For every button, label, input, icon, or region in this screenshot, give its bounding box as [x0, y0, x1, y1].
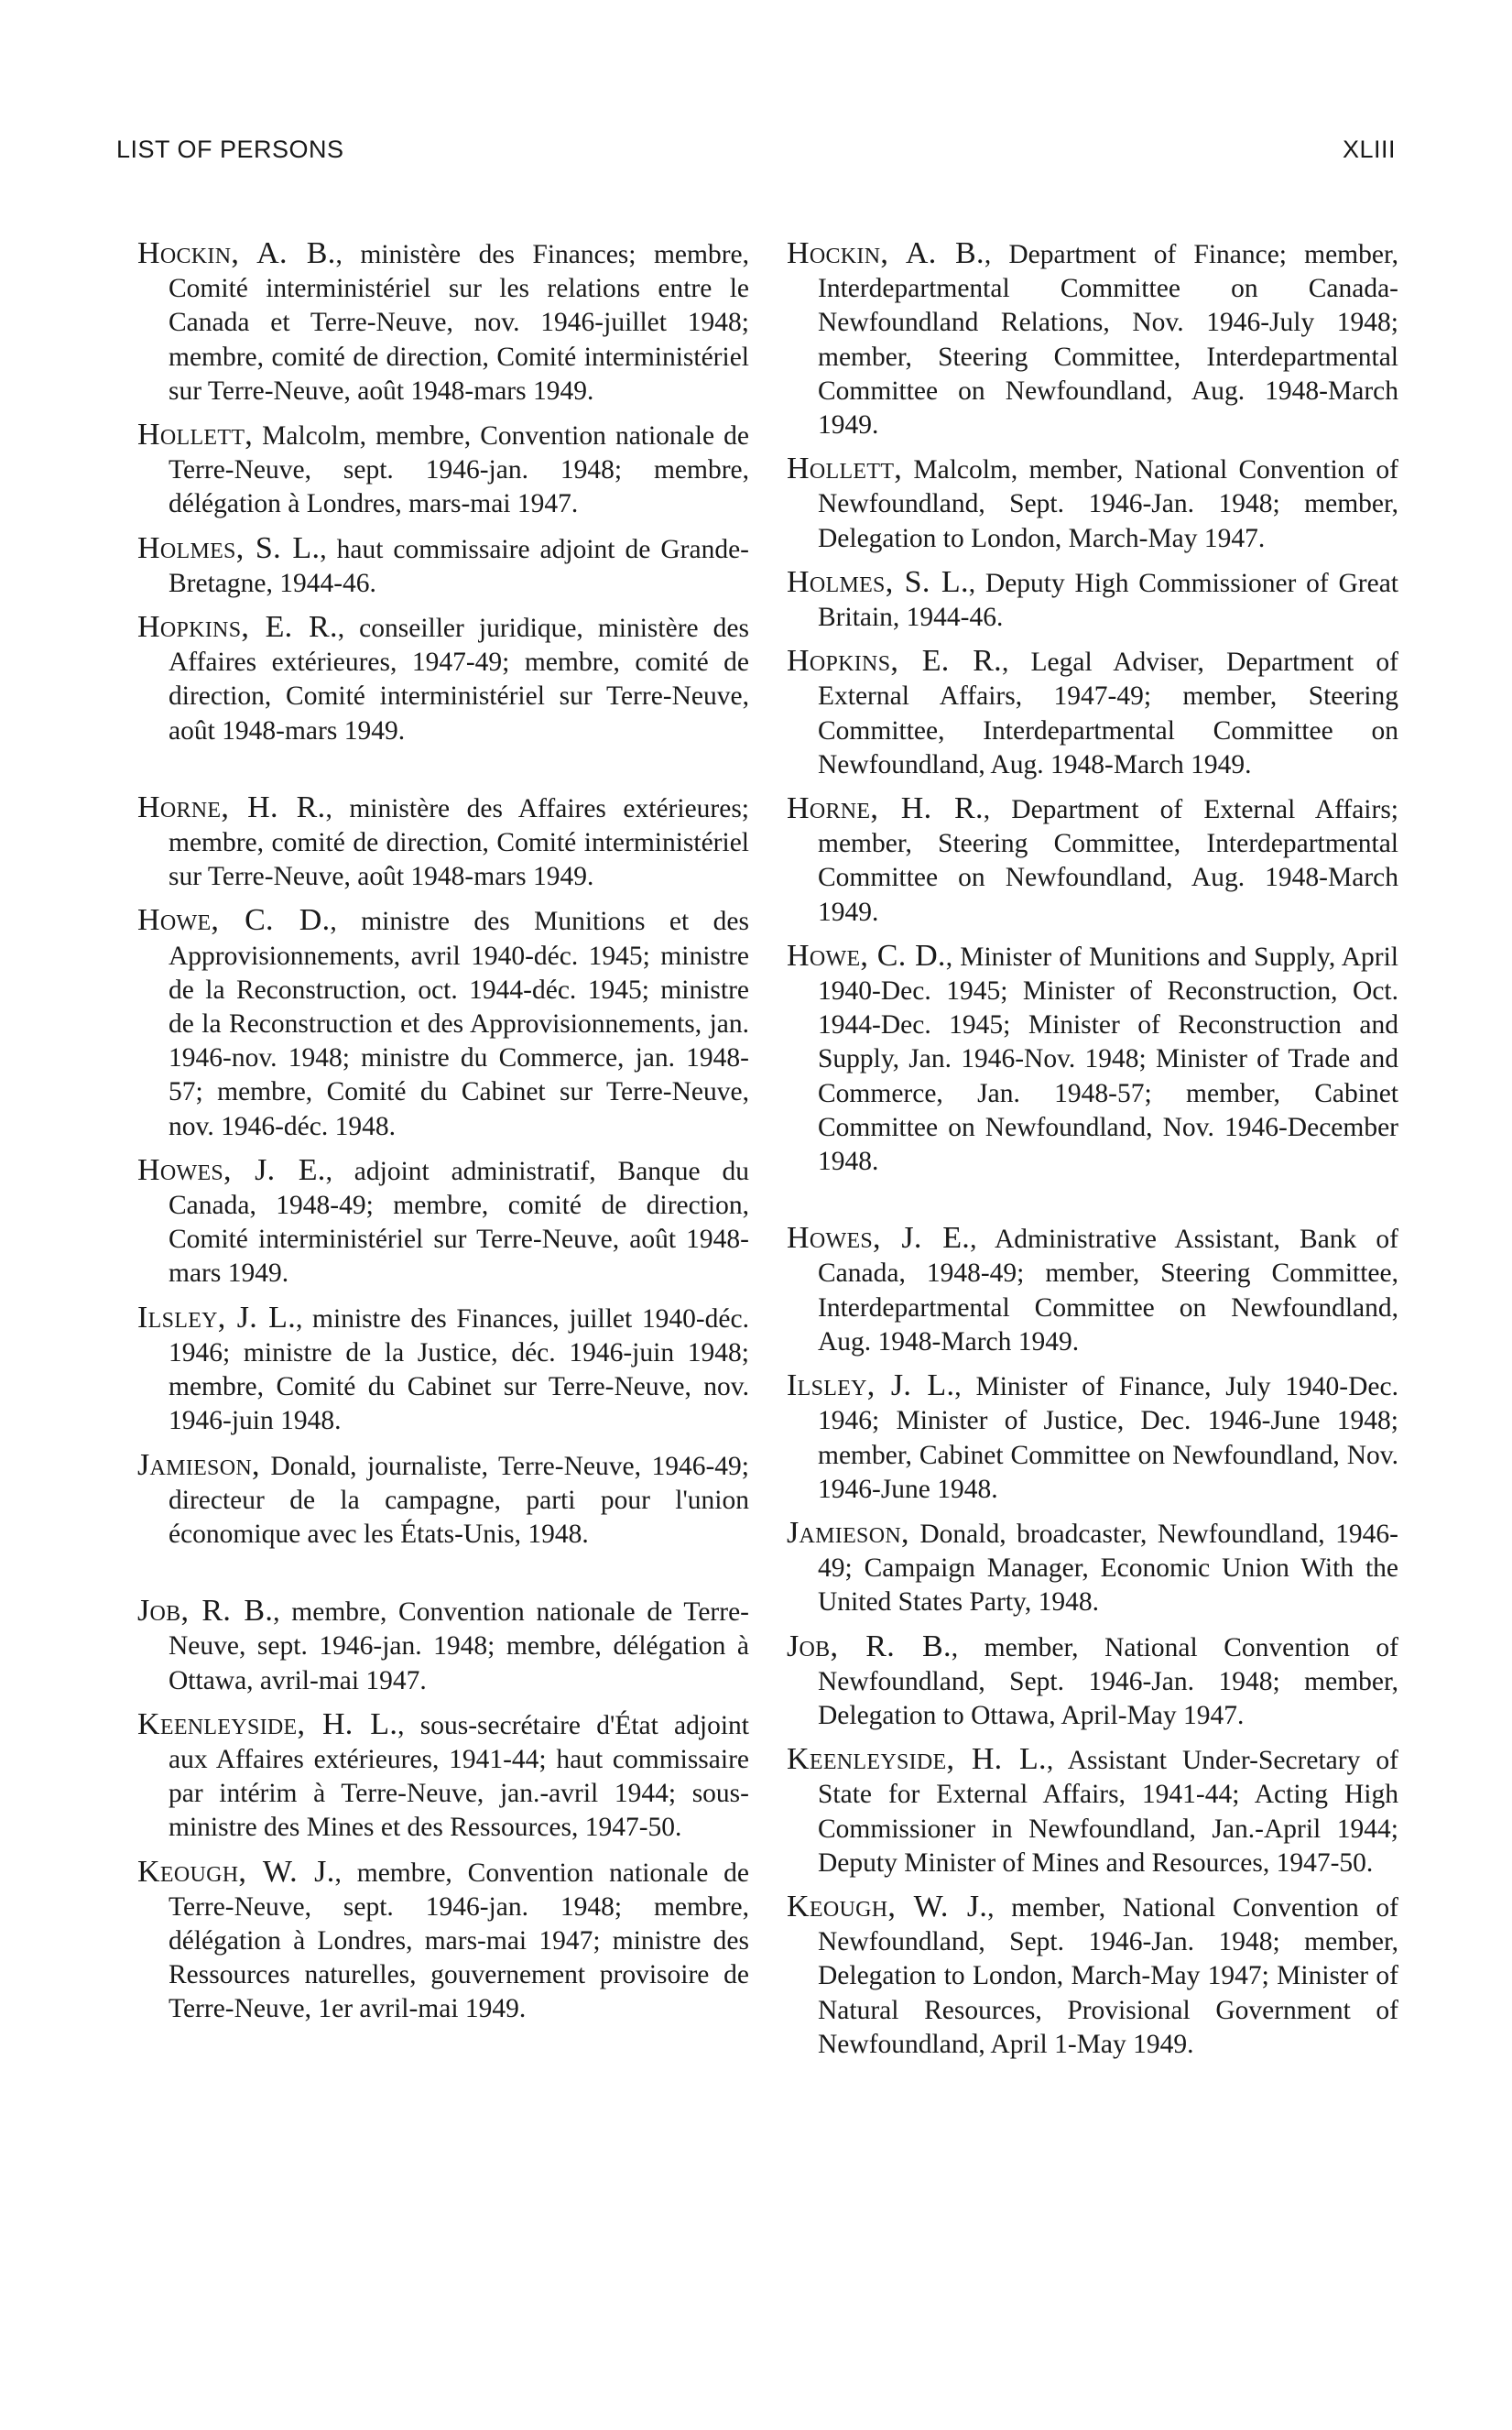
entry-text: , Minister of Finance, July 1940-Dec. 1946; Minister of Justice, Dec. 1946-June 1948; member, Cabinet Committee on Newfoundland, Nov. 1946-June 1948. [818, 1372, 1398, 1504]
person-name: Keenleyside, H. L. [137, 1706, 398, 1741]
page-number: XLIII [1342, 136, 1396, 163]
person-name: Ilsley, J. L. [137, 1300, 296, 1335]
person-name: Hockin, A. B. [137, 236, 336, 270]
person-name: Howe, C. D. [787, 938, 946, 973]
list-item [787, 1629, 1398, 1734]
person-name: Keough, W. J. [787, 1889, 988, 1923]
list-item [787, 1890, 1398, 2062]
entry-text: , member, National Convention of Newfoundland, Sept. 1946-Jan. 1948; member, Delegation to Ottawa, April-May 1947. [818, 1632, 1398, 1730]
person-name: Hollett, [787, 452, 903, 486]
person-name: Horne, H. R. [137, 790, 326, 824]
entry-text: , Deputy High Commissioner of Great Britain, 1944-46. [818, 568, 1398, 633]
list-item [137, 1594, 749, 1698]
list-item [137, 1707, 749, 1846]
entry-text: Donald, broadcaster, Newfoundland, 1946-49; Campaign Manager, Economic Union With the United States Party, 1948. [818, 1519, 1398, 1618]
person-name: Jamieson, [787, 1515, 909, 1550]
entry-text: , ministre des Finances, juillet 1940-déc. 1946; ministre de la Justice, déc. 1946-juin 1948; membre, Comité du Cabinet sur Terre-Neuve, nov. 1946-juin 1948. [169, 1303, 749, 1436]
entry-text: , haut commissaire adjoint de Grande-Bretagne, 1944-46. [169, 534, 749, 598]
entry-text: , adjoint administratif, Banque du Canada, 1948-49; membre, comité de direction, Comité interministériel sur Terre-Neuve, août 1948-mars 1949. [169, 1156, 749, 1289]
entry-text: , Legal Adviser, Department of External Affairs, 1947-49; member, Steering Committee, Interdepartmental Committee on Newfoundland, Aug. 1948-March 1949. [818, 648, 1398, 779]
list-item [137, 1153, 749, 1291]
entry-text: , ministère des Affaires extérieures; membre, comité de direction, Comité interministériel sur Terre-Neuve, août 1948-mars 1949. [169, 793, 749, 892]
list-item [787, 1221, 1398, 1359]
entry-text: , sous-secrétaire d'État adjoint aux Affaires extérieures, 1941-44; haut commissaire par intérim à Terre-Neuve, jan.-avril 1944; sous-ministre des Mines et des Ressources, 1947-50. [169, 1710, 749, 1843]
header-title: LIST OF PERSONS [116, 136, 344, 163]
list-item [787, 1742, 1398, 1880]
entry-text: , member, National Convention of Newfoundland, Sept. 1946-Jan. 1948; member, Delegation to London, March-May 1947; Minister of Natural Resources, Provisional Government of Newfoundland, April 1-May 1949. [818, 1892, 1398, 2059]
list-item [137, 1301, 749, 1439]
person-name: Job, R. B. [137, 1594, 274, 1629]
person-name: Keough, W. J. [137, 1854, 335, 1889]
list-item [787, 791, 1398, 930]
list-item [137, 790, 749, 895]
list-item [137, 236, 749, 409]
person-name: Howes, J. E. [787, 1221, 971, 1256]
person-name: Keenleyside, H. L. [787, 1742, 1047, 1777]
list-item [137, 610, 749, 748]
list-item [137, 418, 749, 522]
running-header [116, 136, 1396, 164]
entry-text: , membre, Convention nationale de Terre-Neuve, sept. 1946-jan. 1948; membre, délégation à Ottawa, avril-mai 1947. [169, 1597, 749, 1695]
person-name: Ilsley, J. L. [787, 1368, 955, 1403]
entry-text: , Department of Finance; member, Interdepartmental Committee on Canada-Newfoundland Relations, Nov. 1946-July 1948; member, Steering Committee, Interdepartmental Committee on Newfoundland, Aug. 1948-March 1949. [818, 240, 1398, 441]
list-item [787, 236, 1398, 442]
entry-text: Donald, journaliste, Terre-Neuve, 1946-49; directeur de la campagne, parti pour l'union économique avec les États-Unis, 1948. [169, 1451, 749, 1549]
person-name: Howes, J. E. [137, 1152, 326, 1187]
entry-text: Malcolm, member, National Convention of Newfoundland, Sept. 1946-Jan. 1948; member, Delegation to London, March-May 1947. [818, 455, 1398, 553]
list-item [787, 452, 1398, 556]
entry-text: , Department of External Affairs; member, Steering Committee, Interdepartmental Committee on Newfoundland, Aug. 1948-March 1949. [818, 795, 1399, 927]
entry-text: , Assistant Under-Secretary of State for External Affairs, 1941-44; Acting High Commissioner in Newfoundland, Jan.-April 1944; Deputy Minister of Mines and Resources, 1947-50. [818, 1746, 1399, 1878]
french-column [137, 236, 749, 2027]
entry-text: Malcolm, membre, Convention nationale de Terre-Neuve, sept. 1946-jan. 1948; membre, délégation à Londres, mars-mai 1947. [169, 421, 749, 519]
person-name: Job, R. B. [787, 1629, 952, 1663]
english-column [787, 236, 1398, 2062]
entry-text: , conseiller juridique, ministère des Affaires extérieures, 1947-49; membre, comité de direction, Comité interministériel sur Terre-Neuve, août 1948-mars 1949. [169, 614, 749, 746]
person-name: Holmes, S. L. [787, 564, 969, 599]
list-item [787, 644, 1398, 782]
person-name: Hockin, A. B. [787, 236, 984, 270]
person-name: Hopkins, E. R. [137, 610, 338, 645]
entry-text: , ministère des Finances; membre, Comité interministériel sur les relations entre le Canada et Terre-Neuve, nov. 1946-juillet 1948; membre, comité de direction, Comité interministériel sur Terre-Neuve, août 1948-mars 1949. [169, 240, 749, 406]
person-name: Howe, C. D. [137, 903, 331, 938]
list-item [787, 939, 1398, 1179]
person-name: Horne, H. R. [787, 791, 984, 826]
list-item [787, 1368, 1398, 1507]
list-item [137, 1855, 749, 2027]
entry-text: , Administrative Assistant, Bank of Canada, 1948-49; member, Steering Committee, Interdepartmental Committee on Newfoundland, Aug. 1948-March 1949. [818, 1225, 1398, 1357]
person-name: Jamieson, [137, 1447, 260, 1482]
list-item [137, 903, 749, 1143]
entry-text: , Minister of Munitions and Supply, April 1940-Dec. 1945; Minister of Reconstruction, Oct. 1944-Dec. 1945; Minister of Reconstruction and Supply, Jan. 1946-Nov. 1948; Minister of Trade and Commerce, Jan. 1948-57; member, Cabinet Committee on Newfoundland, Nov. 1946-December 1948. [818, 942, 1398, 1177]
list-item [787, 1516, 1398, 1620]
person-name: Holmes, S. L. [137, 530, 321, 565]
person-name: Hollett, [137, 418, 254, 452]
entry-text: , membre, Convention nationale de Terre-Neuve, sept. 1946-jan. 1948; membre, délégation à Londres, mars-mai 1947; ministre des Ressources naturelles, gouvernement provisoire de Terre-Neuve, 1er avril-mai 1949. [169, 1858, 750, 2024]
list-item [137, 531, 749, 601]
entry-text: , ministre des Munitions et des Approvisionnements, avril 1940-déc. 1945; ministre de la Reconstruction, oct. 1944-déc. 1945; ministre de la Reconstruction et des Approvisionnements, jan. 1946-nov. 1948; ministre du Commerce, jan. 1948-57; membre, Comité du Cabinet sur Terre-Neuve, nov. 1946-déc. 1948. [169, 907, 749, 1141]
list-item [137, 1448, 749, 1553]
person-name: Hopkins, E. R. [787, 644, 1002, 679]
list-item [787, 565, 1398, 635]
